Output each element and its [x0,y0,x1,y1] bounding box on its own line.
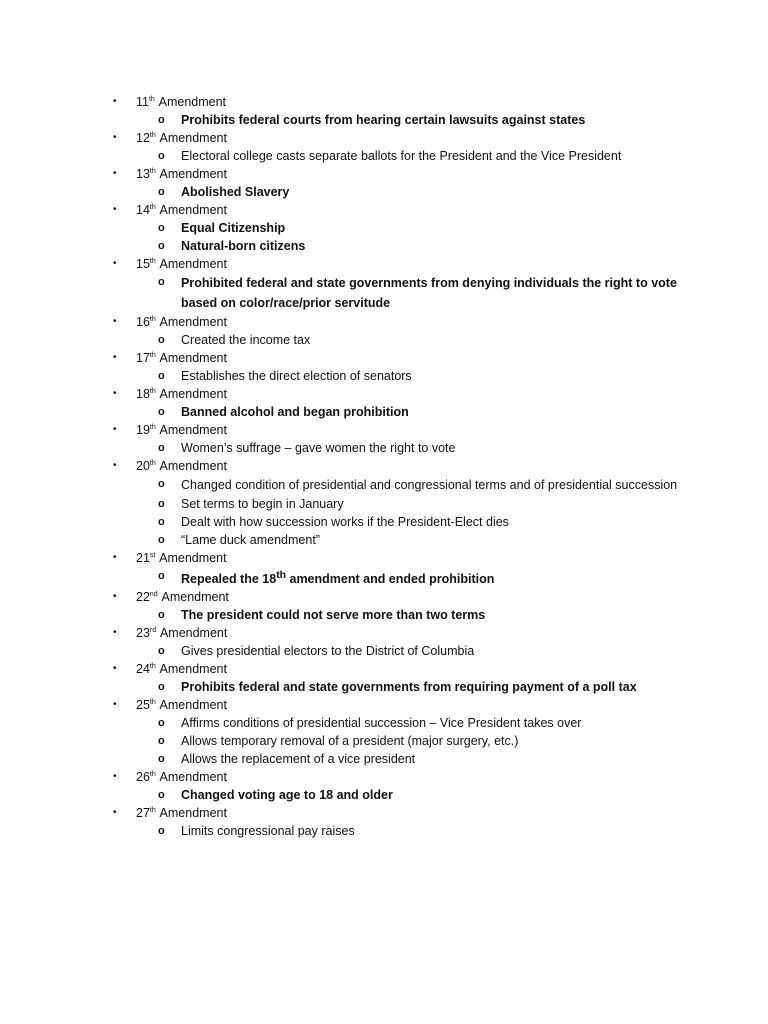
amendment-note-text: Limits congressional pay raises [181,824,355,839]
sub-bullet-icon: o [158,478,165,490]
sub-bullet-icon: o [158,645,165,658]
amendment-note [0,147,768,165]
bullet-icon: • [113,807,117,819]
amendment-label: Amendment [159,203,227,217]
bullet-icon: • [113,552,117,563]
sub-bullet-icon: o [158,222,165,234]
bullet-icon: • [113,627,117,639]
amendment-note-text: The president could not serve more than two terms [181,608,486,623]
amendment-heading [136,549,227,567]
amendment-item [0,421,768,439]
sub-bullet-icon: o [158,534,165,546]
amendment-label: Amendment [159,770,227,785]
amendment-note [0,567,768,588]
amendment-number: 15 [136,257,150,271]
amendment-note [0,714,768,732]
amendment-label: Amendment [159,167,227,181]
amendment-number: 22 [136,590,150,605]
amendment-note-text: Women’s suffrage – gave women the right to vote [181,441,456,455]
amendment-label: Amendment [158,95,227,109]
bullet-icon: • [113,771,117,783]
amendment-ordinal-suffix: th [149,771,156,779]
amendment-heading [136,660,227,678]
amendment-heading [136,129,227,147]
sub-bullet-icon: o [158,681,165,694]
amendment-note-text: Prohibits federal and state governments from requiring payment of a poll tax [181,680,637,695]
amendment-ordinal-suffix: th [149,168,156,175]
amendment-number: 21 [136,551,150,565]
amendment-ordinal-suffix: th [149,132,156,139]
amendment-ordinal-suffix: th [148,96,155,103]
amendment-note-text: Set terms to begin in January [181,497,344,511]
amendment-item [0,549,768,567]
note-ordinal-suffix: th [276,570,287,581]
sub-bullet-icon: o [158,442,165,454]
amendment-ordinal-suffix: th [149,807,156,815]
amendment-note [0,219,768,237]
amendment-heading [136,165,227,183]
sub-bullet-icon: o [158,186,165,198]
amendment-note-text [181,567,681,588]
amendment-heading [136,313,227,331]
bullet-icon: • [113,352,117,363]
note-text-part: Repealed the 18 [181,572,277,587]
amendment-item [0,624,768,642]
amendment-item [0,457,768,475]
amendment-list [0,93,768,840]
amendment-heading [136,588,229,606]
amendment-note [0,786,768,804]
amendment-note-text: Changed condition of presidential and congressional terms and of presidential succession [181,478,678,492]
amendment-label: Amendment [159,257,227,271]
bullet-icon: • [113,258,117,269]
amendment-note [0,495,768,513]
amendment-ordinal-suffix: th [149,699,156,707]
amendment-note [0,439,768,457]
amendment-item [0,349,768,367]
amendment-label: Amendment [159,423,227,437]
amendment-note-text: Banned alcohol and began prohibition [181,405,409,419]
amendment-note-text: Electoral college casts separate ballots for the President and the Vice President [181,149,622,163]
amendment-note [0,111,768,129]
sub-bullet-icon: o [158,498,165,510]
amendment-note-text: Allows the replacement of a vice president [181,752,416,767]
amendment-label: Amendment [159,459,227,473]
amendment-label: Amendment [159,551,227,565]
bullet-icon: • [113,591,117,603]
amendment-note [0,531,768,549]
amendment-item [0,660,768,678]
amendment-item [0,255,768,273]
amendment-note [0,750,768,768]
amendment-heading [136,421,227,439]
amendment-note [0,822,768,840]
sub-bullet-icon: o [158,570,165,582]
sub-bullet-icon: o [158,276,165,288]
amendment-ordinal-suffix: th [149,460,156,467]
sub-bullet-icon: o [158,516,165,528]
amendment-note-text: Prohibits federal courts from hearing certain lawsuits against states [181,113,586,127]
sub-bullet-icon: o [158,240,165,252]
amendment-heading [136,696,227,714]
amendment-heading [136,255,227,273]
amendment-number: 20 [136,459,150,473]
bullet-icon: • [113,316,117,327]
sub-bullet-icon: o [158,609,165,622]
amendment-label: Amendment [159,698,227,713]
amendment-number: 11 [136,95,149,109]
amendment-label: Amendment [159,662,227,677]
amendment-item [0,201,768,219]
amendment-note [0,331,768,349]
amendment-number: 27 [136,806,150,821]
sub-bullet-icon: o [158,825,165,838]
amendment-note [0,732,768,750]
amendment-label: Amendment [159,315,227,329]
amendment-note-text: Changed voting age to 18 and older [181,788,393,803]
amendment-number: 14 [136,203,150,217]
amendment-item [0,165,768,183]
amendment-note [0,606,768,624]
sub-bullet-icon: o [158,406,165,418]
amendment-note-text: Dealt with how succession works if the President-Elect dies [181,515,509,529]
amendment-note-text: Affirms conditions of presidential succession – Vice President takes over [181,716,582,731]
amendment-note-text: Natural-born citizens [181,239,306,253]
amendment-ordinal-suffix: th [149,424,156,431]
sub-bullet-icon: o [158,370,165,382]
amendment-label: Amendment [159,806,227,821]
amendment-number: 13 [136,167,150,181]
sub-bullet-icon: o [158,334,165,346]
amendment-note [0,513,768,531]
amendment-item [0,804,768,822]
amendment-item [0,588,768,606]
amendment-note-text: Abolished Slavery [181,185,290,199]
bullet-icon: • [113,388,117,399]
amendment-ordinal-suffix: th [149,352,156,359]
amendment-note-text: “Lame duck amendment” [181,533,320,547]
amendment-note [0,678,768,696]
amendment-label: Amendment [159,387,227,401]
bullet-icon: • [113,132,117,143]
amendment-heading [136,201,227,219]
bullet-icon: • [113,663,117,675]
amendment-heading [136,93,226,111]
amendment-heading [136,624,227,642]
amendment-label: Amendment [159,351,227,365]
amendment-item [0,385,768,403]
amendment-note [0,237,768,255]
amendment-ordinal-suffix: th [149,388,156,395]
amendment-label: Amendment [159,626,228,641]
amendment-note [0,642,768,660]
amendment-ordinal-suffix: nd [149,591,158,599]
bullet-icon: • [113,460,117,471]
amendment-ordinal-suffix: th [149,204,156,211]
sub-bullet-icon: o [158,150,165,162]
amendment-number: 18 [136,387,150,401]
sub-bullet-icon: o [158,753,165,766]
amendment-number: 12 [136,131,150,145]
bullet-icon: • [113,699,117,711]
amendment-note [0,475,768,495]
sub-bullet-icon: o [158,735,165,748]
amendment-note-text: Gives presidential electors to the District of Columbia [181,644,475,659]
amendment-number: 16 [136,315,150,329]
amendment-note-text: Establishes the direct election of senators [181,369,412,383]
bullet-icon: • [113,424,117,435]
amendment-heading [136,385,227,403]
bullet-icon: • [113,204,117,215]
amendment-note-text: Allows temporary removal of a president (major surgery, etc.) [181,734,519,749]
amendment-ordinal-suffix: th [149,258,156,265]
amendment-heading [136,349,227,367]
amendment-item [0,768,768,786]
bullet-icon: • [113,96,117,107]
amendment-ordinal-suffix: th [149,316,156,323]
sub-bullet-icon: o [158,114,165,126]
amendment-heading [136,804,227,822]
amendment-ordinal-suffix: st [149,552,156,559]
amendment-item [0,129,768,147]
sub-bullet-icon: o [158,717,165,730]
amendment-ordinal-suffix: rd [149,627,157,635]
amendment-item [0,696,768,714]
amendment-label: Amendment [159,131,227,145]
amendment-number: 25 [136,698,150,713]
amendment-number: 19 [136,423,150,437]
note-text-part: amendment and ended prohibition [286,572,495,587]
amendment-item [0,313,768,331]
amendment-label: Amendment [161,590,229,605]
amendment-heading [136,457,227,475]
amendment-number: 26 [136,770,150,785]
amendment-note-text: Created the income tax [181,333,311,347]
amendment-item [0,93,768,111]
amendment-note [0,367,768,385]
amendment-ordinal-suffix: th [149,663,156,671]
amendment-number: 23 [136,626,150,641]
amendment-note [0,273,768,313]
sub-bullet-icon: o [158,789,165,802]
bullet-icon: • [113,168,117,179]
amendment-note [0,403,768,421]
amendment-note [0,183,768,201]
amendment-number: 24 [136,662,150,677]
amendment-note-text: Equal Citizenship [181,221,286,235]
amendment-heading [136,768,227,786]
amendment-number: 17 [136,351,150,365]
amendment-note-text: Prohibited federal and state governments from denying individuals the right to vote based on color/race/prior servitude [181,276,677,310]
